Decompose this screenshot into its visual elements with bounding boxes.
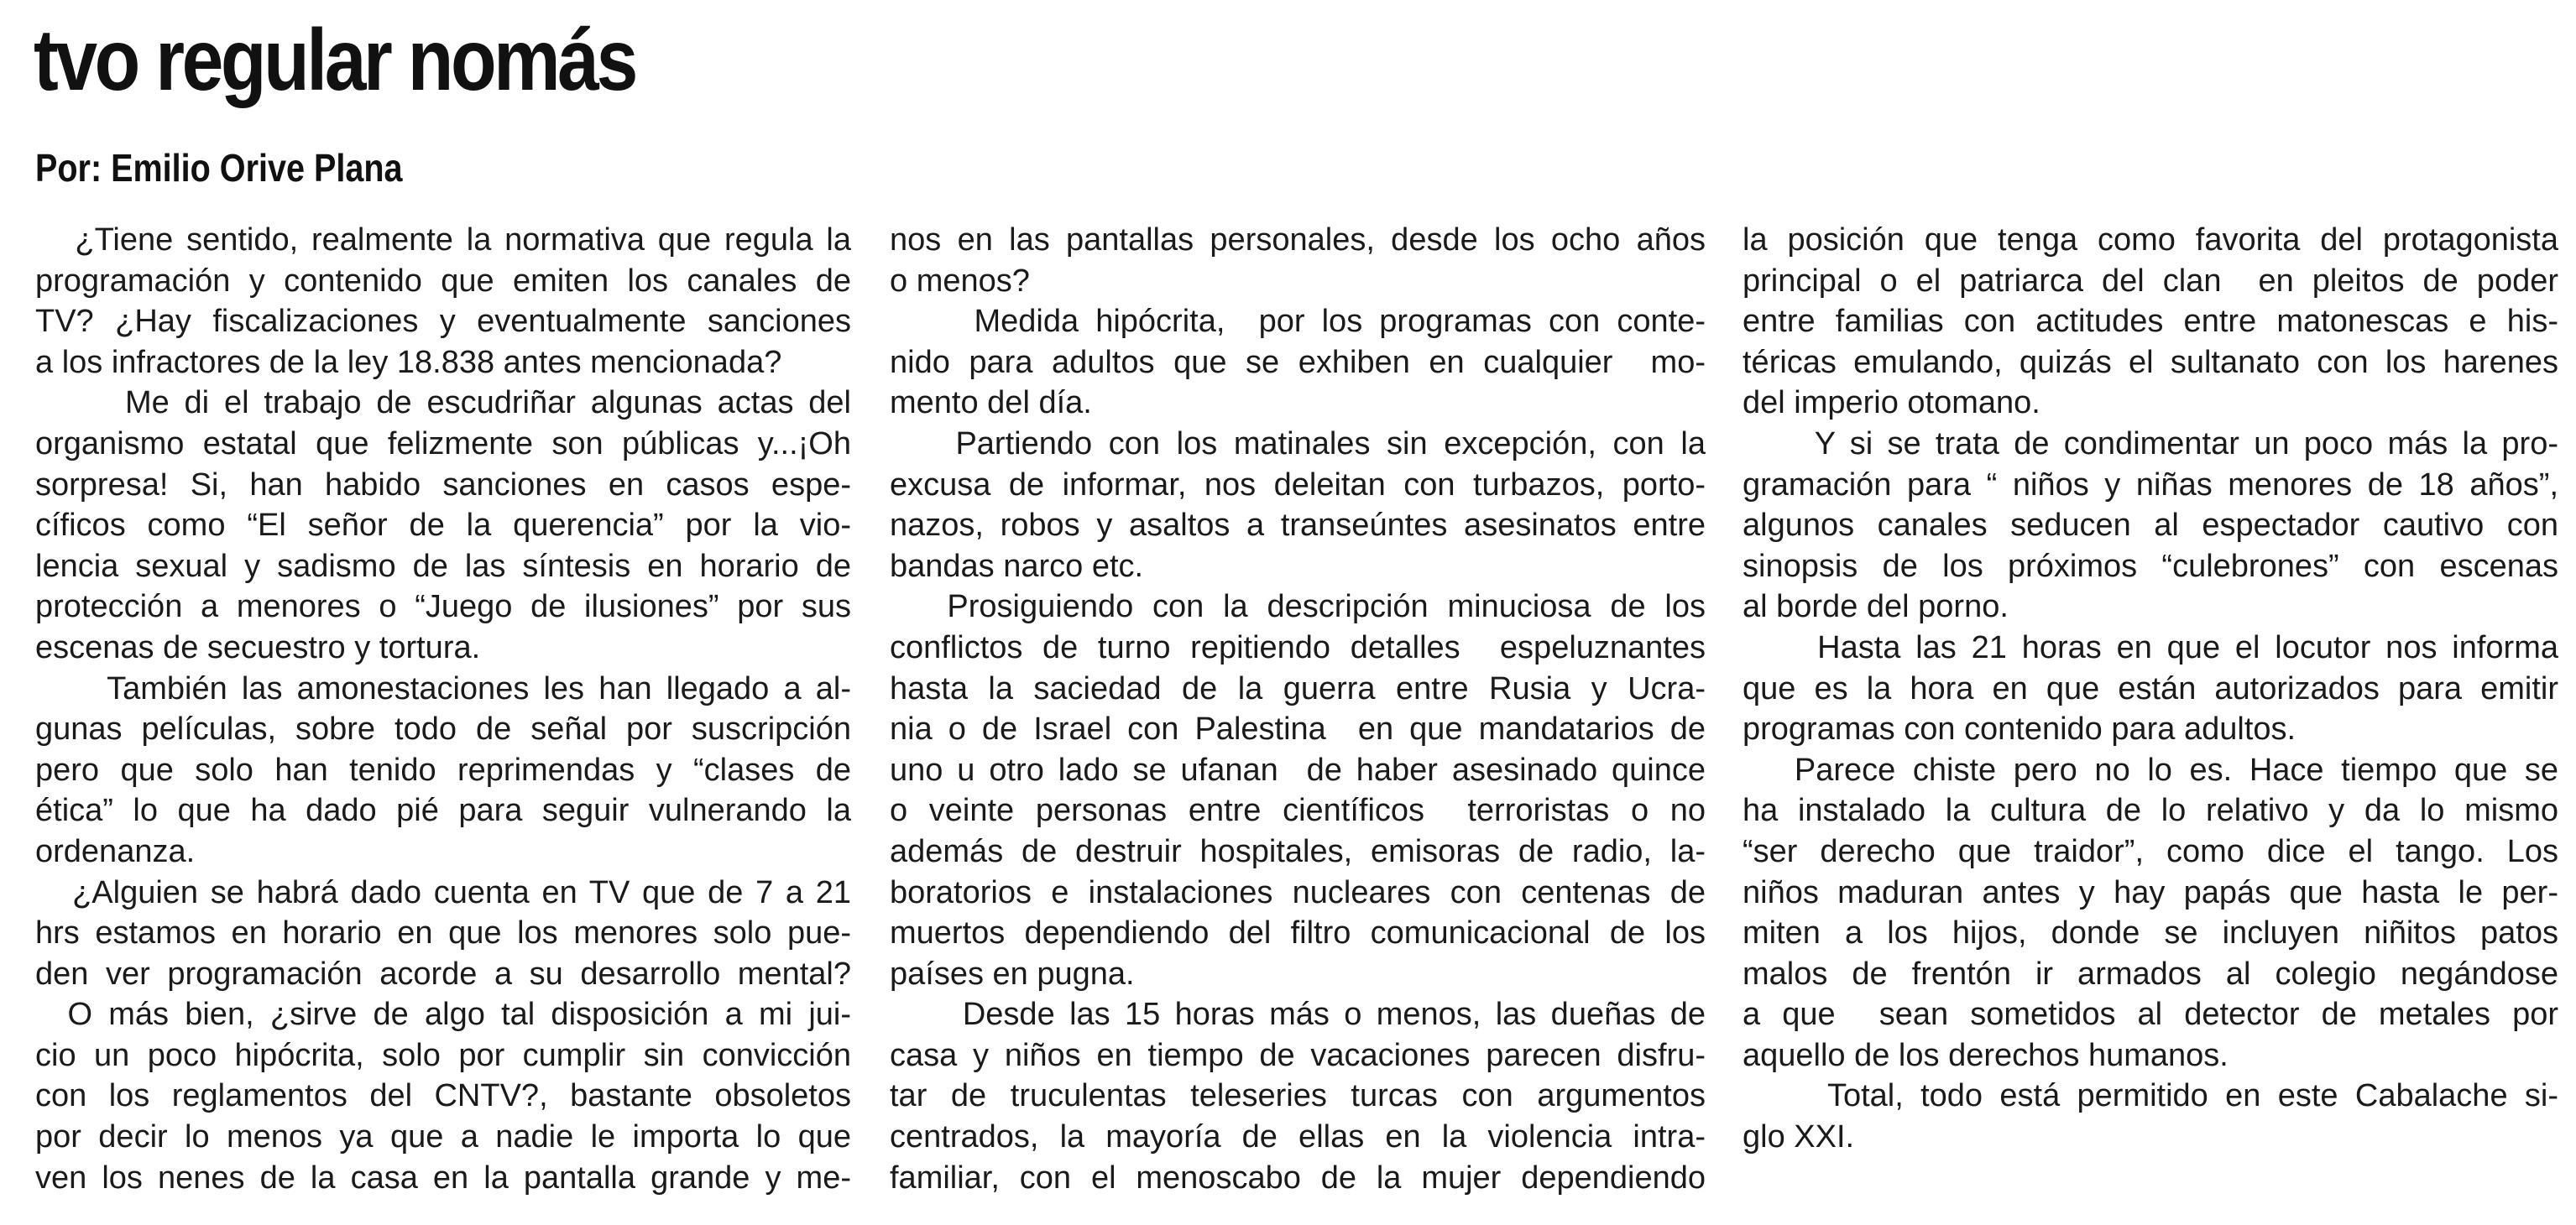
text-line: por decir lo menos ya que a nadie le importa lo que — [35, 1119, 851, 1155]
text-line: protección a menores o “Juego de ilusiones” por sus — [35, 589, 851, 625]
text-line: O más bien, ¿sirve de algo tal disposición a mi jui- — [35, 997, 851, 1033]
text-line: gramación para “ niños y niñas menores de 18 años”, — [1743, 467, 2558, 503]
text-line: Y si se trata de condimentar un poco más la pro- — [1743, 425, 2558, 461]
text-line: gunas películas, sobre todo de señal por suscripción — [35, 712, 851, 748]
article-column-3 — [1743, 220, 2558, 1158]
text-line: mento del día. — [890, 385, 1092, 421]
text-line: niños maduran antes y hay papás que hasta le per- — [1743, 874, 2558, 910]
text-line: que es la hora en que están autorizados para emitir — [1743, 670, 2558, 706]
text-line: escenas de secuestro y tortura. — [35, 629, 481, 665]
text-line: programación y contenido que emiten los canales de — [35, 263, 851, 299]
text-line: También las amonestaciones les han llegado a al- — [35, 670, 851, 706]
byline: Por: Emilio Orive Plana — [35, 146, 403, 190]
text-line: nia o de Israel con Palestina en que mandatarios de — [890, 712, 1706, 748]
text-line: casa y niños en tiempo de vacaciones parecen disfru- — [890, 1037, 1706, 1073]
text-line: den ver programación acorde a su desarrollo mental? — [35, 956, 851, 992]
text-line: sinopsis de los próximos “culebrones” con escenas — [1743, 548, 2558, 584]
text-line: organismo estatal que felizmente son públicas y...¡Oh — [35, 425, 851, 461]
text-line: TV? ¿Hay fiscalizaciones y eventualmente sanciones — [35, 304, 851, 340]
text-line: sorpresa! Si, han habido sanciones en casos espe- — [35, 467, 851, 503]
text-line: pero que solo han tenido reprimendas y “clases de — [35, 752, 851, 788]
text-line: centrados, la mayoría de ellas en la violencia intra- — [890, 1119, 1706, 1155]
text-line: uno u otro lado se ufanan de haber asesinado quince — [890, 752, 1706, 788]
text-line: o veinte personas entre científicos terroristas o no — [890, 793, 1706, 829]
text-line: ética” lo que ha dado pié para seguir vulnerando la — [35, 793, 851, 829]
text-line: o menos? — [890, 263, 1030, 299]
text-line: bandas narco etc. — [890, 548, 1144, 584]
article-column-1 — [35, 220, 851, 1198]
text-line: muertos dependiendo del filtro comunicacional de los — [890, 915, 1706, 951]
text-line: algunos canales seducen al espectador cautivo con — [1743, 508, 2558, 544]
article-column-2 — [890, 220, 1706, 1198]
text-line: países en pugna. — [890, 956, 1135, 992]
text-line: ha instalado la cultura de lo relativo y da lo mismo — [1743, 793, 2558, 829]
text-line: principal o el patriarca del clan en pleitos de poder — [1743, 263, 2558, 299]
text-line: hrs estamos en horario en que los menores solo pue- — [35, 915, 851, 951]
text-line: ordenanza. — [35, 833, 196, 869]
text-line: lencia sexual y sadismo de las síntesis en horario de — [35, 548, 851, 584]
text-line: Desde las 15 horas más o menos, las dueñas de — [890, 997, 1706, 1033]
text-line: miten a los hijos, donde se incluyen niñitos patos — [1743, 915, 2558, 951]
text-line: cio un poco hipócrita, solo por cumplir sin convicción — [35, 1037, 851, 1073]
text-line: Parece chiste pero no lo es. Hace tiempo que se — [1743, 752, 2558, 788]
text-line: boratorios e instalaciones nucleares con centenas de — [890, 874, 1706, 910]
text-line: aquello de los derechos humanos. — [1743, 1037, 2229, 1073]
text-line: del imperio otomano. — [1743, 385, 2040, 421]
text-line: familiar, con el menoscabo de la mujer dependiendo — [890, 1160, 1706, 1196]
text-line: excusa de informar, nos deleitan con turbazos, porto- — [890, 467, 1706, 503]
text-line: Prosiguiendo con la descripción minuciosa de los — [890, 589, 1706, 625]
text-line: “ser derecho que traidor”, como dice el tango. Los — [1743, 833, 2558, 869]
text-line: Total, todo está permitido en este Cabalache si- — [1743, 1078, 2558, 1114]
text-line: con los reglamentos del CNTV?, bastante obsoletos — [35, 1078, 851, 1114]
text-line: Partiendo con los matinales sin excepción, con la — [890, 425, 1706, 461]
text-line: la posición que tenga como favorita del protagonista — [1743, 222, 2558, 258]
text-line: conflictos de turno repitiendo detalles espeluznantes — [890, 629, 1706, 665]
text-line: a que sean sometidos al detector de metales por — [1743, 997, 2558, 1033]
text-line: Medida hipócrita, por los programas con conte- — [890, 304, 1706, 340]
text-line: a los infractores de la ley 18.838 antes mencionada? — [35, 344, 782, 380]
text-line: además de destruir hospitales, emisoras de radio, la- — [890, 833, 1706, 869]
text-line: nazos, robos y asaltos a transeúntes asesinatos entre — [890, 508, 1706, 544]
text-line: programas con contenido para adultos. — [1743, 712, 2296, 748]
text-line: ¿Tiene sentido, realmente la normativa que regula la — [35, 222, 851, 258]
text-line: ¿Alguien se habrá dado cuenta en TV que de 7 a 21 — [35, 874, 851, 910]
text-line: tar de truculentas teleseries turcas con argumentos — [890, 1078, 1706, 1114]
text-line: cíficos como “El señor de la querencia” por la vio- — [35, 508, 851, 544]
text-line: malos de frentón ir armados al colegio negándose — [1743, 956, 2558, 992]
text-line: glo XXI. — [1743, 1119, 1855, 1155]
text-line: al borde del porno. — [1743, 589, 2009, 625]
text-line: nos en las pantallas personales, desde los ocho años — [890, 222, 1706, 258]
text-line: Hasta las 21 horas en que el locutor nos informa — [1743, 629, 2558, 665]
text-line: entre familias con actitudes entre matonescas e his- — [1743, 304, 2558, 340]
text-line: Me di el trabajo de escudriñar algunas actas del — [35, 385, 851, 421]
text-line: nido para adultos que se exhiben en cualquier mo- — [890, 344, 1706, 380]
text-line: téricas emulando, quizás el sultanato con los harenes — [1743, 344, 2558, 380]
text-line: hasta la saciedad de la guerra entre Rusia y Ucra- — [890, 670, 1706, 706]
text-line: ven los nenes de la casa en la pantalla grande y me- — [35, 1160, 851, 1196]
headline: tvo regular nomás — [34, 12, 635, 109]
